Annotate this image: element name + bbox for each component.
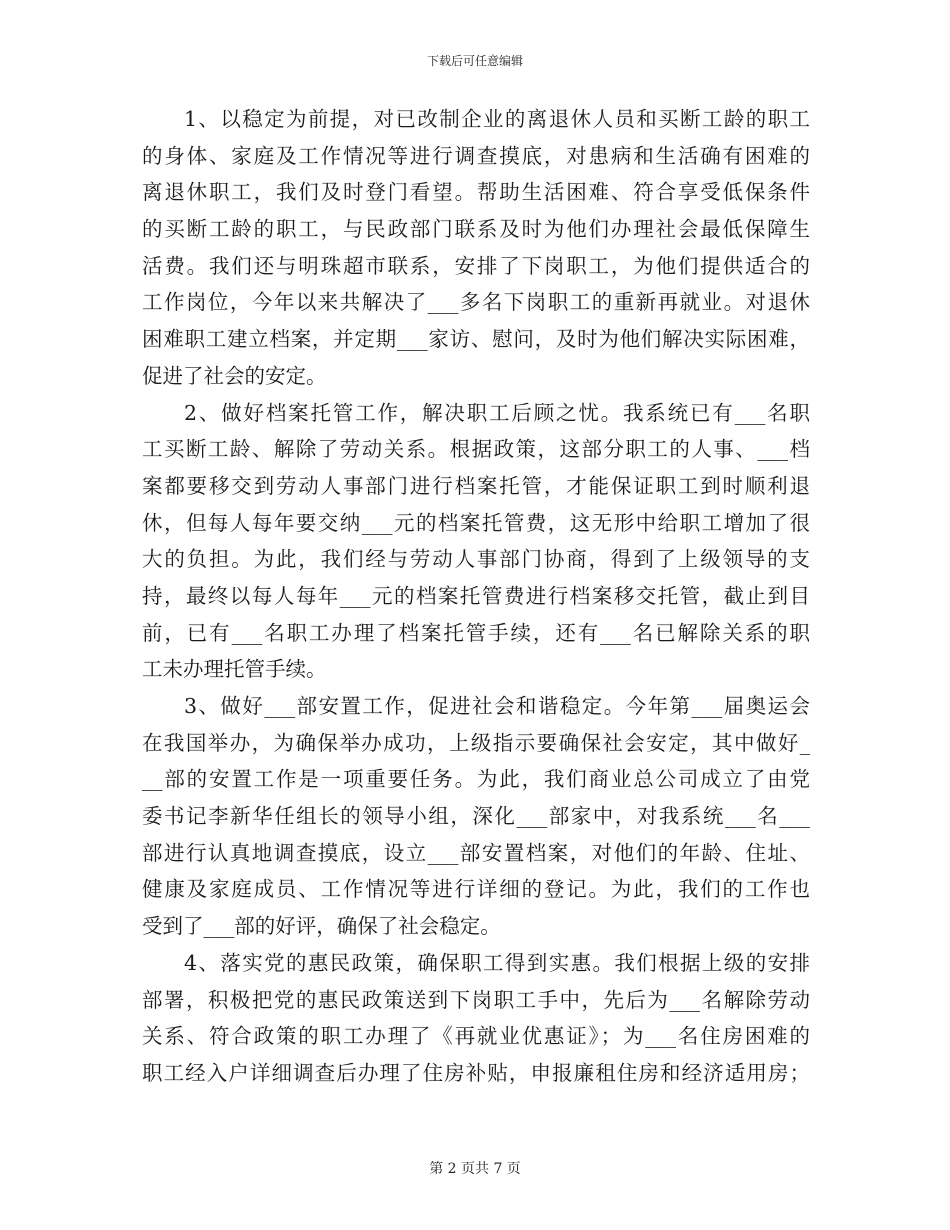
text-line: 3、做好___部安置工作，促进社会和谐稳定。今年第___届奥运会 [184, 694, 810, 718]
text-line: 促进了社会的安定。 [142, 363, 327, 388]
text-line: 委书记李新华任组长的领导小组，深化___部家中，对我系统___名___ [142, 804, 810, 829]
document-body [142, 101, 810, 1092]
text-line: 工未办理托管手续。 [142, 657, 327, 682]
text-line: 案都要移交到劳动人事部门进行档案托管，才能保证职工到时顺利退 [142, 473, 810, 498]
text-line: 活费。我们还与明珠超市联系，安排了下岗职工，为他们提供适合的 [142, 253, 810, 278]
text-line: 健康及家庭成员、工作情况等进行详细的登记。为此，我们的工作也 [142, 877, 810, 902]
text-line: 2、做好档案托管工作，解决职工后顾之忧。我系统已有___名职 [184, 400, 810, 425]
paragraph-2 [142, 395, 810, 689]
text-line: 离退休职工，我们及时登门看望。帮助生活困难、符合享受低保条件 [142, 180, 810, 205]
paragraph-3 [142, 688, 810, 945]
text-line: 的身体、家庭及工作情况等进行调查摸底，对患病和生活确有困难的 [142, 143, 810, 168]
text-line: 部进行认真地调查摸底，设立___部安置档案，对他们的年龄、住址、 [142, 840, 810, 865]
text-line: 休，但每人每年要交纳___元的档案托管费，这无形中给职工增加了很 [142, 510, 810, 535]
text-line: 前，已有___名职工办理了档案托管手续，还有___名已解除关系的职 [142, 620, 810, 645]
text-line: 持，最终以每人每年___元的档案托管费进行档案移交托管，截止到目 [142, 583, 810, 608]
paragraph-4 [142, 945, 810, 1092]
text-line: 在我国举办，为确保举办成功，上级指示要确保社会安定，其中做好_ [142, 730, 810, 755]
text-line: 关系、符合政策的职工办理了《再就业优惠证》；为___名住房困难的 [142, 1024, 810, 1049]
text-line: 困难职工建立档案，并定期___家访、慰问，及时为他们解决实际困难， [142, 327, 810, 352]
paragraph-1 [142, 101, 810, 395]
text-line: 部署，积极把党的惠民政策送到下岗职工手中，先后为___名解除劳动 [142, 987, 810, 1012]
page-footer: 第 2 页共 7 页 [429, 1161, 521, 1177]
text-line: 受到了___部的好评，确保了社会稳定。 [142, 914, 501, 939]
text-line: 的买断工龄的职工，与民政部门联系及时为他们办理社会最低保障生 [142, 217, 810, 242]
text-line: 工买断工龄、解除了劳动关系。根据政策，这部分职工的人事、___档 [142, 437, 810, 462]
text-line: 大的负担。为此，我们经与劳动人事部门协商，得到了上级领导的支 [142, 547, 810, 572]
text-line: __部的安置工作是一项重要任务。为此，我们商业总公司成立了由党 [142, 767, 810, 792]
text-line: 职工经入户详细调查后办理了住房补贴，申报廉租住房和经济适用房； [142, 1060, 810, 1085]
text-line: 1、以稳定为前提，对已改制企业的离退休人员和买断工龄的职工 [184, 107, 810, 131]
page-header: 下载后可任意编辑 [426, 54, 523, 68]
text-line: 4、落实党的惠民政策，确保职工得到实惠。我们根据上级的安排 [184, 950, 810, 975]
text-line: 工作岗位，今年以来共解决了___多名下岗职工的重新再就业。对退休 [142, 290, 810, 315]
